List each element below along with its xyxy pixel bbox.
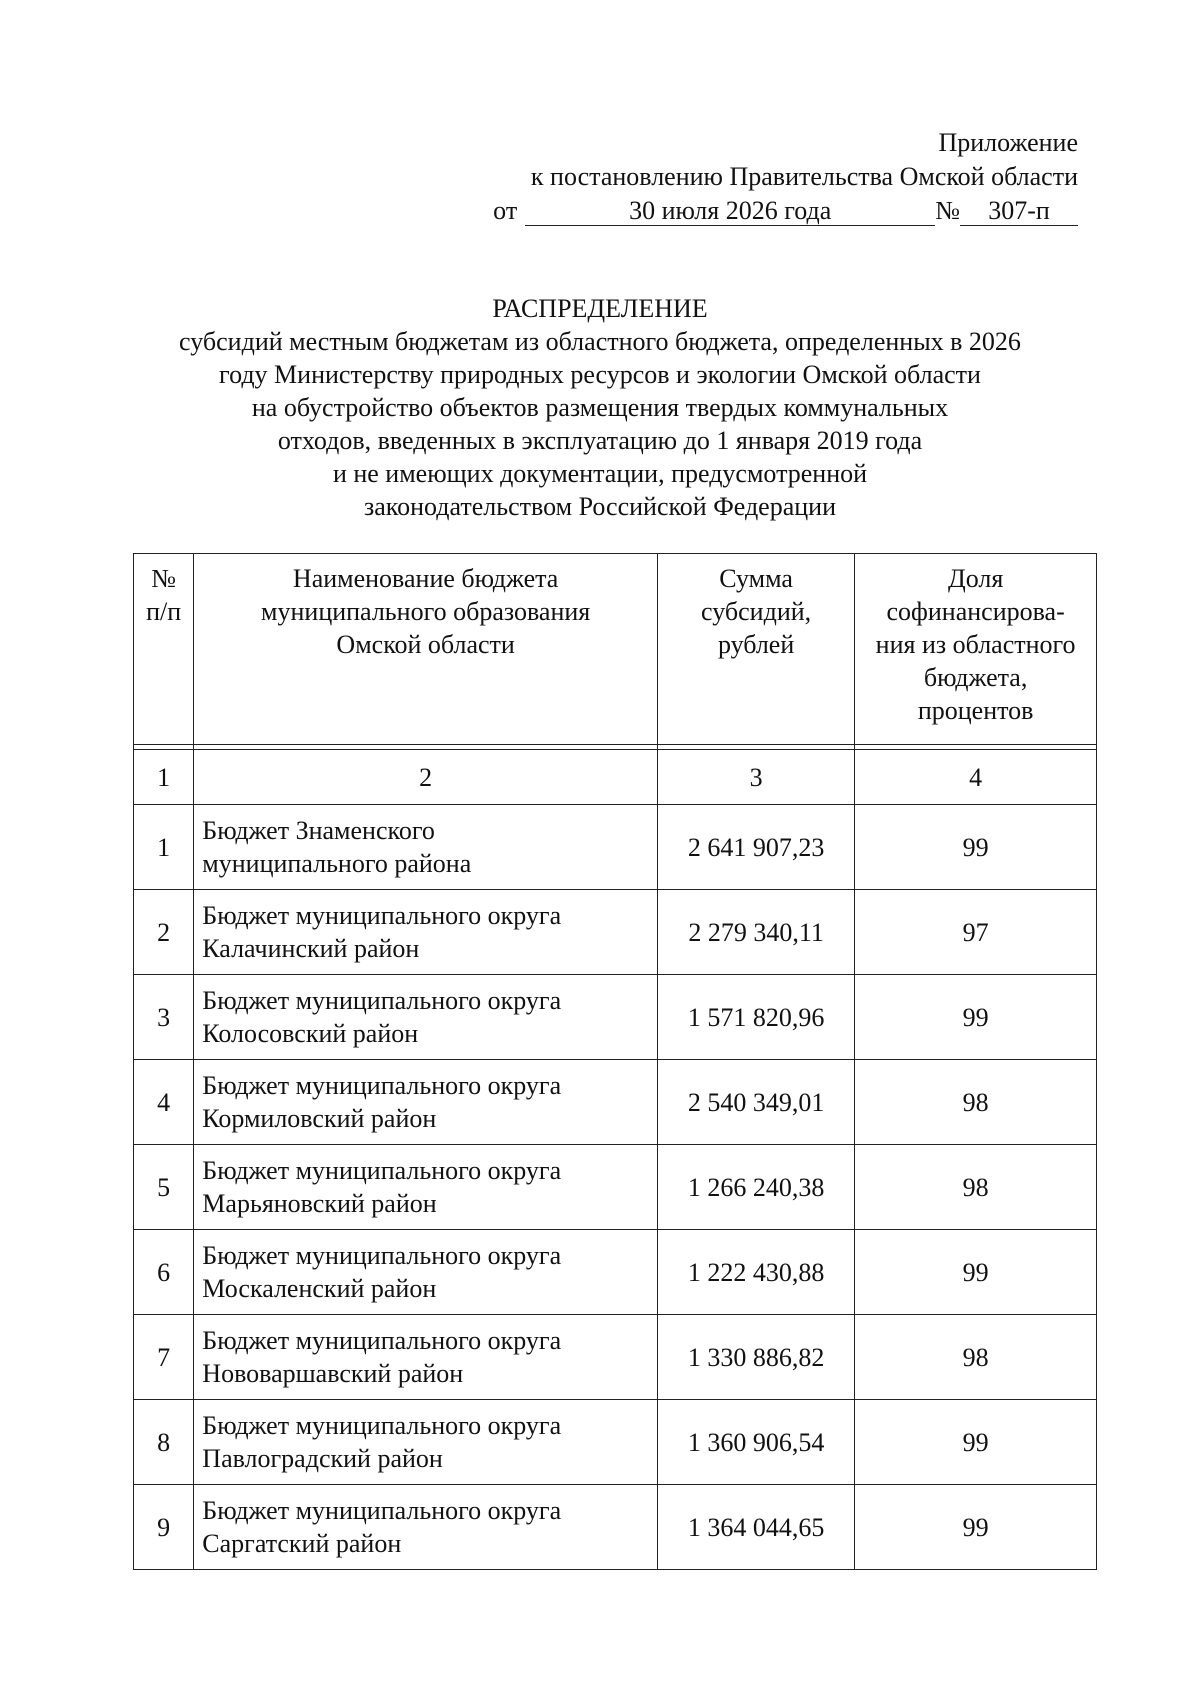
- appendix-label: Приложение: [938, 128, 1078, 157]
- table-row: [134, 1485, 1097, 1570]
- row-number: 3: [134, 975, 194, 1060]
- budget-name: Бюджет муниципального округа Колосовский район: [194, 975, 658, 1060]
- row-number: 1: [134, 805, 194, 890]
- table-row: [134, 890, 1097, 975]
- subsidy-distribution-table: [133, 553, 1097, 1570]
- column-number: 1: [134, 750, 194, 805]
- budget-name: Бюджет Знаменского муниципального района: [194, 805, 658, 890]
- title-line: отходов, введенных в эксплуатацию до 1 января 2019 года: [277, 426, 923, 455]
- subsidy-sum: 1 364 044,65: [657, 1485, 854, 1570]
- subsidy-sum: 2 279 340,11: [657, 890, 854, 975]
- table-row: [134, 1400, 1097, 1485]
- column-number: 2: [194, 750, 658, 805]
- cofinancing-share: 98: [855, 1060, 1097, 1145]
- subsidy-sum: 1 571 820,96: [657, 975, 854, 1060]
- number-label: №: [935, 196, 960, 225]
- table-row: [134, 1060, 1097, 1145]
- budget-name: Бюджет муниципального округа Саргатский район: [194, 1485, 658, 1570]
- budget-name: Бюджет муниципального округа Москаленский район: [194, 1230, 658, 1315]
- appendix-header: [438, 126, 1078, 228]
- header-budget-name: Наименование бюджета муниципального образования Омской области: [194, 554, 658, 745]
- subsidy-sum: 1 360 906,54: [657, 1400, 854, 1485]
- resolution-date: 30 июля 2026 года: [525, 197, 935, 226]
- header-subsidy-sum: Сумма субсидий, рублей: [657, 554, 854, 745]
- subsidy-sum: 1 266 240,38: [657, 1145, 854, 1230]
- title-main: РАСПРЕДЕЛЕНИЕ: [492, 294, 708, 323]
- title-line: на обустройство объектов размещения твердых коммунальных: [251, 393, 949, 422]
- title-line: законодательством Российской Федерации: [364, 492, 836, 521]
- table-row: [134, 1315, 1097, 1400]
- cofinancing-share: 97: [855, 890, 1097, 975]
- budget-name: Бюджет муниципального округа Нововаршавский район: [194, 1315, 658, 1400]
- table-row: [134, 975, 1097, 1060]
- column-number-row: [134, 750, 1097, 805]
- budget-name: Бюджет муниципального округа Павлоградский район: [194, 1400, 658, 1485]
- column-number: 4: [855, 750, 1097, 805]
- cofinancing-share: 98: [855, 1315, 1097, 1400]
- resolution-number: 307-п: [960, 197, 1078, 226]
- cofinancing-share: 99: [855, 1230, 1097, 1315]
- title-line: и не имеющих документации, предусмотренной: [332, 459, 868, 488]
- column-number: 3: [657, 750, 854, 805]
- row-number: 8: [134, 1400, 194, 1485]
- table-header-row: [134, 554, 1097, 745]
- row-number: 9: [134, 1485, 194, 1570]
- table-row: [134, 1230, 1097, 1315]
- resolution-reference: к постановлению Правительства Омской области: [530, 162, 1078, 191]
- header-cofinancing-share: Доля софинансирова- ния из областного бюджета, процентов: [855, 554, 1097, 745]
- subsidy-sum: 1 330 886,82: [657, 1315, 854, 1400]
- cofinancing-share: 99: [855, 1485, 1097, 1570]
- row-number: 5: [134, 1145, 194, 1230]
- cofinancing-share: 99: [855, 805, 1097, 890]
- document-title: [120, 292, 1080, 523]
- header-number: № п/п: [134, 554, 194, 745]
- cofinancing-share: 99: [855, 975, 1097, 1060]
- subsidy-sum: 2 540 349,01: [657, 1060, 854, 1145]
- row-number: 7: [134, 1315, 194, 1400]
- title-line: субсидий местным бюджетам из областного бюджета, определенных в 2026: [179, 327, 1021, 356]
- subsidy-sum: 2 641 907,23: [657, 805, 854, 890]
- budget-name: Бюджет муниципального округа Кормиловский район: [194, 1060, 658, 1145]
- row-number: 6: [134, 1230, 194, 1315]
- budget-name: Бюджет муниципального округа Марьяновский район: [194, 1145, 658, 1230]
- date-number-line: [438, 194, 1078, 228]
- subsidy-sum: 1 222 430,88: [657, 1230, 854, 1315]
- table-row: [134, 805, 1097, 890]
- row-number: 4: [134, 1060, 194, 1145]
- cofinancing-share: 98: [855, 1145, 1097, 1230]
- cofinancing-share: 99: [855, 1400, 1097, 1485]
- title-line: году Министерству природных ресурсов и экологии Омской области: [219, 360, 981, 389]
- row-number: 2: [134, 890, 194, 975]
- from-label: от: [493, 196, 518, 225]
- table-row: [134, 1145, 1097, 1230]
- budget-name: Бюджет муниципального округа Калачинский район: [194, 890, 658, 975]
